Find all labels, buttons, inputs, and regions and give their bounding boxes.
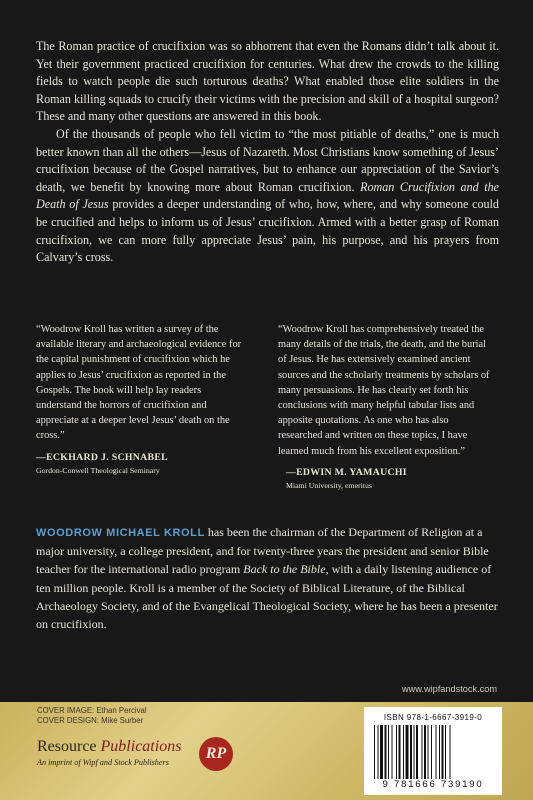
cover-design-credit: COVER DESIGN: Mike Surber [37,716,144,725]
publisher-imprint: An imprint of Wipf and Stock Publishers [37,758,169,767]
isbn-barcode [364,707,502,795]
endorsement-affiliation: Miami University, emeritus [286,481,372,491]
author-bio: WOODROW MICHAEL KROLL has been the chairman of the Department of Religion at a major university, a college president, and for twenty-three years the president and senior Bible teacher for the international radio program Back to the Bible, with a daily listening audience of ten million people. Kroll is a member of the Society of Biblical Literature, of the Biblical Archaeology Society, and of the Evangelical Theological Society, where he has been a presenter on crucifixion. [36,525,498,632]
isbn-text: ISBN 978-1-6667-3919-0 [383,713,483,722]
book-description [36,38,499,267]
description-paragraph-1: The Roman practice of crucifixion was so abhorrent that even the Romans didn’t talk about it. Yet their government practiced crucifixion for centuries. What drew the crowds to the killing fields to watch people die such torturous deaths? What enabled those elite soldiers in the Roman killing squads to crucify their victims with the precision and skill of a hospital surgeon? These and many other questions are answered in this book. [36,39,499,124]
barcode-bars [374,725,492,785]
barcode-digits: 9 781666 739190 [368,779,498,790]
cover-image-credit: COVER IMAGE: Ethan Percival [37,706,147,715]
endorsement-schnabel [36,322,248,476]
publisher-logo-icon: RP [199,737,233,771]
endorsement-affiliation: Gordon-Conwell Theological Seminary [36,465,160,475]
description-paragraph-2: Of the thousands of people who fell victim to “the most pitiable of deaths,” one is much better known than all the others—Jesus of Nazareth. Most Christians know something of Jesus’ crucifixion because of the Gospel narratives, but to enhance our appreciation of the Savior’s death, we benefit by knowing more about Roman crucifixion. Roman Crucifixion and the Death of Jesus provides a deeper understanding of who, how, where, and why someone could be crucified and helps to inform us of Jesus’ crucifixion. Armed with a better grasp of Roman crucifixion, we can more fully appreciate Jesus’ pain, his purpose, and his prayers from Calvary’s cross. [36,126,499,265]
radio-program-title: Back to the Bible [243,562,326,577]
endorsement-author: —EDWIN M. YAMAUCHI [286,466,407,478]
cover-credits [37,706,147,726]
endorsement-quote: “Woodrow Kroll has comprehensively treated the many details of the trials, the death, and the burial of Jesus. He has extensively examined ancient sources and the scholarly treatments by scholars of many persuasions. He has clearly set forth his conclusions with many helpful tabular lists and apposite quotations. As one who has also researched and written on these topics, I have learned much from his excellent exposition.” [278,324,490,457]
author-name: WOODROW MICHAEL KROLL [36,527,205,539]
endorsement-yamauchi [278,322,494,491]
publisher-website: www.wipfandstock.com [402,684,497,694]
publisher-name: Resource Publications [37,738,182,755]
endorsement-quote: “Woodrow Kroll has written a survey of the available literary and archaeological evidence for the capital punishment of crucifixion which he applies to Jesus’ crucifixion as reported in the Gospels. The book will help lay readers understand the horrors of crucifixion and appreciate at a deeper level Jesus’ death on the cross.” [36,324,242,442]
endorsement-author: —ECKHARD J. SCHNABEL [36,451,169,463]
book-title-inline: Roman Crucifixion and the Death of Jesus [36,179,499,212]
